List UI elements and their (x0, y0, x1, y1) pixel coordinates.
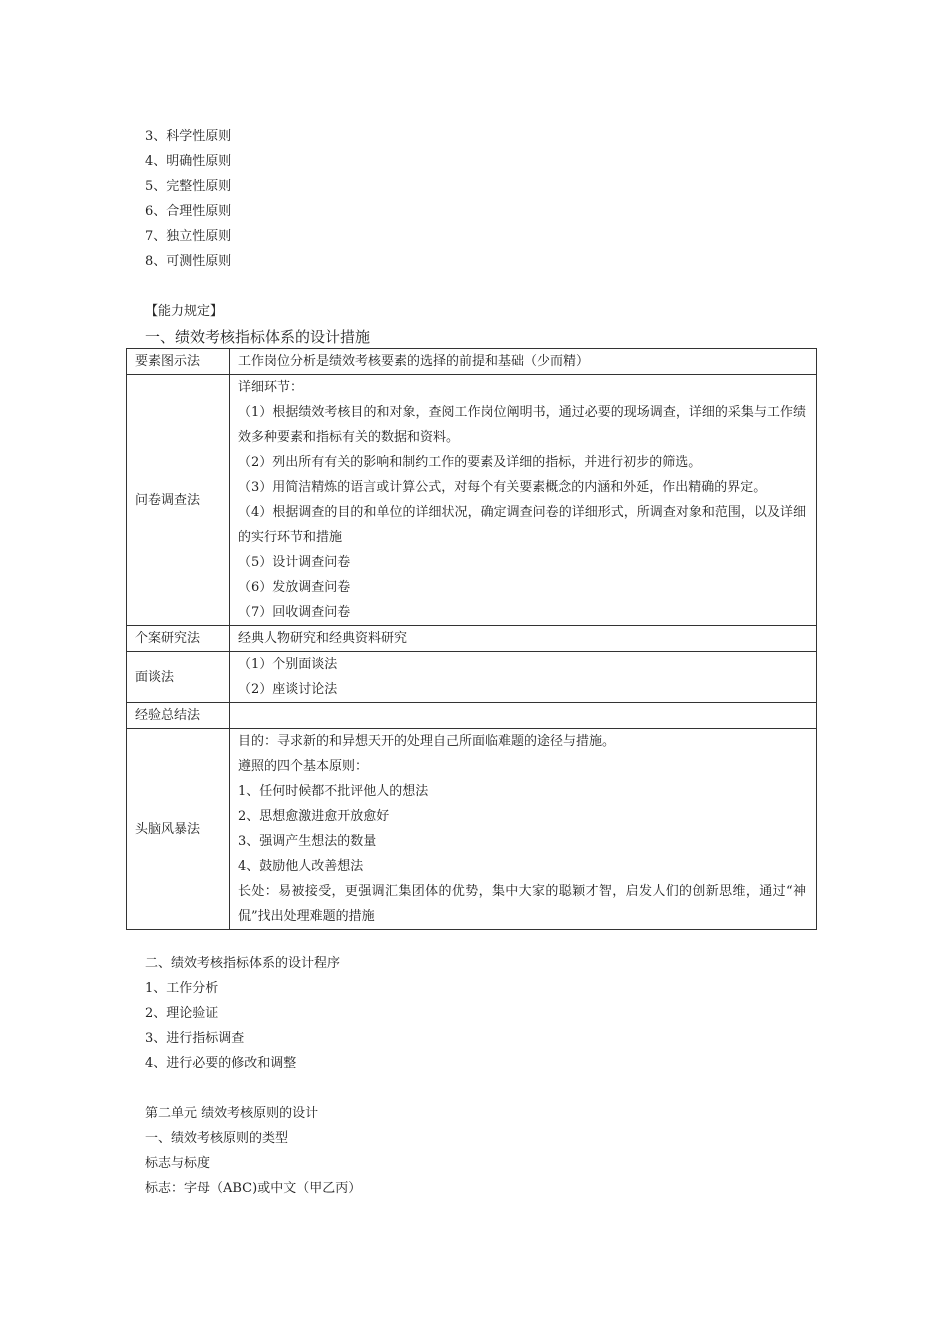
desc-line: （6）发放调查问卷 (238, 580, 351, 595)
desc-line: （1）个别面谈法 (238, 657, 338, 672)
desc-cell (230, 375, 817, 626)
list-item: 8、可测性原则 (145, 254, 232, 269)
desc-line: 目的：寻求新的和异想天开的处理自己所面临难题的途径与措施。 (238, 734, 616, 749)
desc-line: 遵照的四个基本原则： (238, 759, 369, 774)
marks-title: 标志与标度 (145, 1156, 211, 1171)
desc-line: （4）根据调查的目的和单位的详细状况，确定调查问卷的详细形式，所调查对象和范围，以及详细的实行环节和措施 (238, 505, 806, 545)
desc-cell (230, 703, 817, 729)
list-item: 5、完整性原则 (145, 179, 232, 194)
desc-line: 2、思想愈激进愈开放愈好 (238, 809, 390, 824)
table-row (127, 349, 817, 375)
method-cell: 个案研究法 (127, 626, 230, 652)
desc-line: 1、任何时候都不批评他人的想法 (238, 784, 429, 799)
desc-line: 详细环节： (238, 380, 304, 395)
section1-title: 一、绩效考核指标体系的设计措施 (145, 328, 371, 346)
desc-line: （2）列出所有有关的影响和制约工作的要素及详细的指标，并进行初步的筛选。 (238, 455, 702, 470)
list-item: 4、进行必要的修改和调整 (145, 1056, 297, 1071)
table-row (127, 729, 817, 930)
list-item: 1、工作分析 (145, 981, 219, 996)
table-row (127, 626, 817, 652)
desc-line: （7）回收调查问卷 (238, 605, 351, 620)
desc-line: 工作岗位分析是绩效考核要素的选择的前提和基础（少而精） (238, 354, 590, 369)
list-item: 3、科学性原则 (145, 129, 232, 144)
list-item: 7、独立性原则 (145, 229, 232, 244)
section2-title: 二、绩效考核指标体系的设计程序 (145, 956, 341, 971)
method-cell: 头脑风暴法 (127, 729, 230, 930)
list-item: 2、理论验证 (145, 1006, 219, 1021)
method-cell: 面谈法 (127, 652, 230, 703)
ability-title: 【能力规定】 (145, 304, 224, 319)
desc-line: 长处：易被接受，更强调汇集团体的优势，集中大家的聪颖才智，启发人们的创新思维，通过“神侃”找出处理难题的措施 (238, 884, 806, 924)
desc-line: （3）用简洁精炼的语言或计算公式，对每个有关要素概念的内涵和外延，作出精确的界定。 (238, 480, 767, 495)
list-item: 4、明确性原则 (145, 154, 232, 169)
desc-cell (230, 729, 817, 930)
desc-line: 经典人物研究和经典资料研究 (238, 631, 408, 646)
desc-line: （5）设计调查问卷 (238, 555, 351, 570)
methods-table (126, 348, 817, 930)
desc-line: 3、强调产生想法的数量 (238, 834, 377, 849)
unit-title: 第二单元 绩效考核原则的设计 (145, 1106, 319, 1121)
desc-line (238, 703, 806, 728)
method-cell: 要素图示法 (127, 349, 230, 375)
table-row (127, 652, 817, 703)
desc-cell (230, 626, 817, 652)
table-row (127, 375, 817, 626)
unit-subtitle: 一、绩效考核原则的类型 (145, 1131, 289, 1146)
desc-line: （1）根据绩效考核目的和对象，查阅工作岗位阐明书，通过必要的现场调查，详细的采集与工作绩效多种要素和指标有关的数据和资料。 (238, 405, 806, 445)
table-row (127, 703, 817, 729)
method-cell: 问卷调查法 (127, 375, 230, 626)
list-item: 6、合理性原则 (145, 204, 232, 219)
desc-line: （2）座谈讨论法 (238, 682, 338, 697)
marks-line: 标志：字母（ABC)或中文（甲乙丙） (145, 1181, 362, 1196)
desc-line: 4、鼓励他人改善想法 (238, 859, 364, 874)
desc-cell (230, 652, 817, 703)
desc-cell (230, 349, 817, 375)
method-cell: 经验总结法 (127, 703, 230, 729)
list-item: 3、进行指标调查 (145, 1031, 245, 1046)
